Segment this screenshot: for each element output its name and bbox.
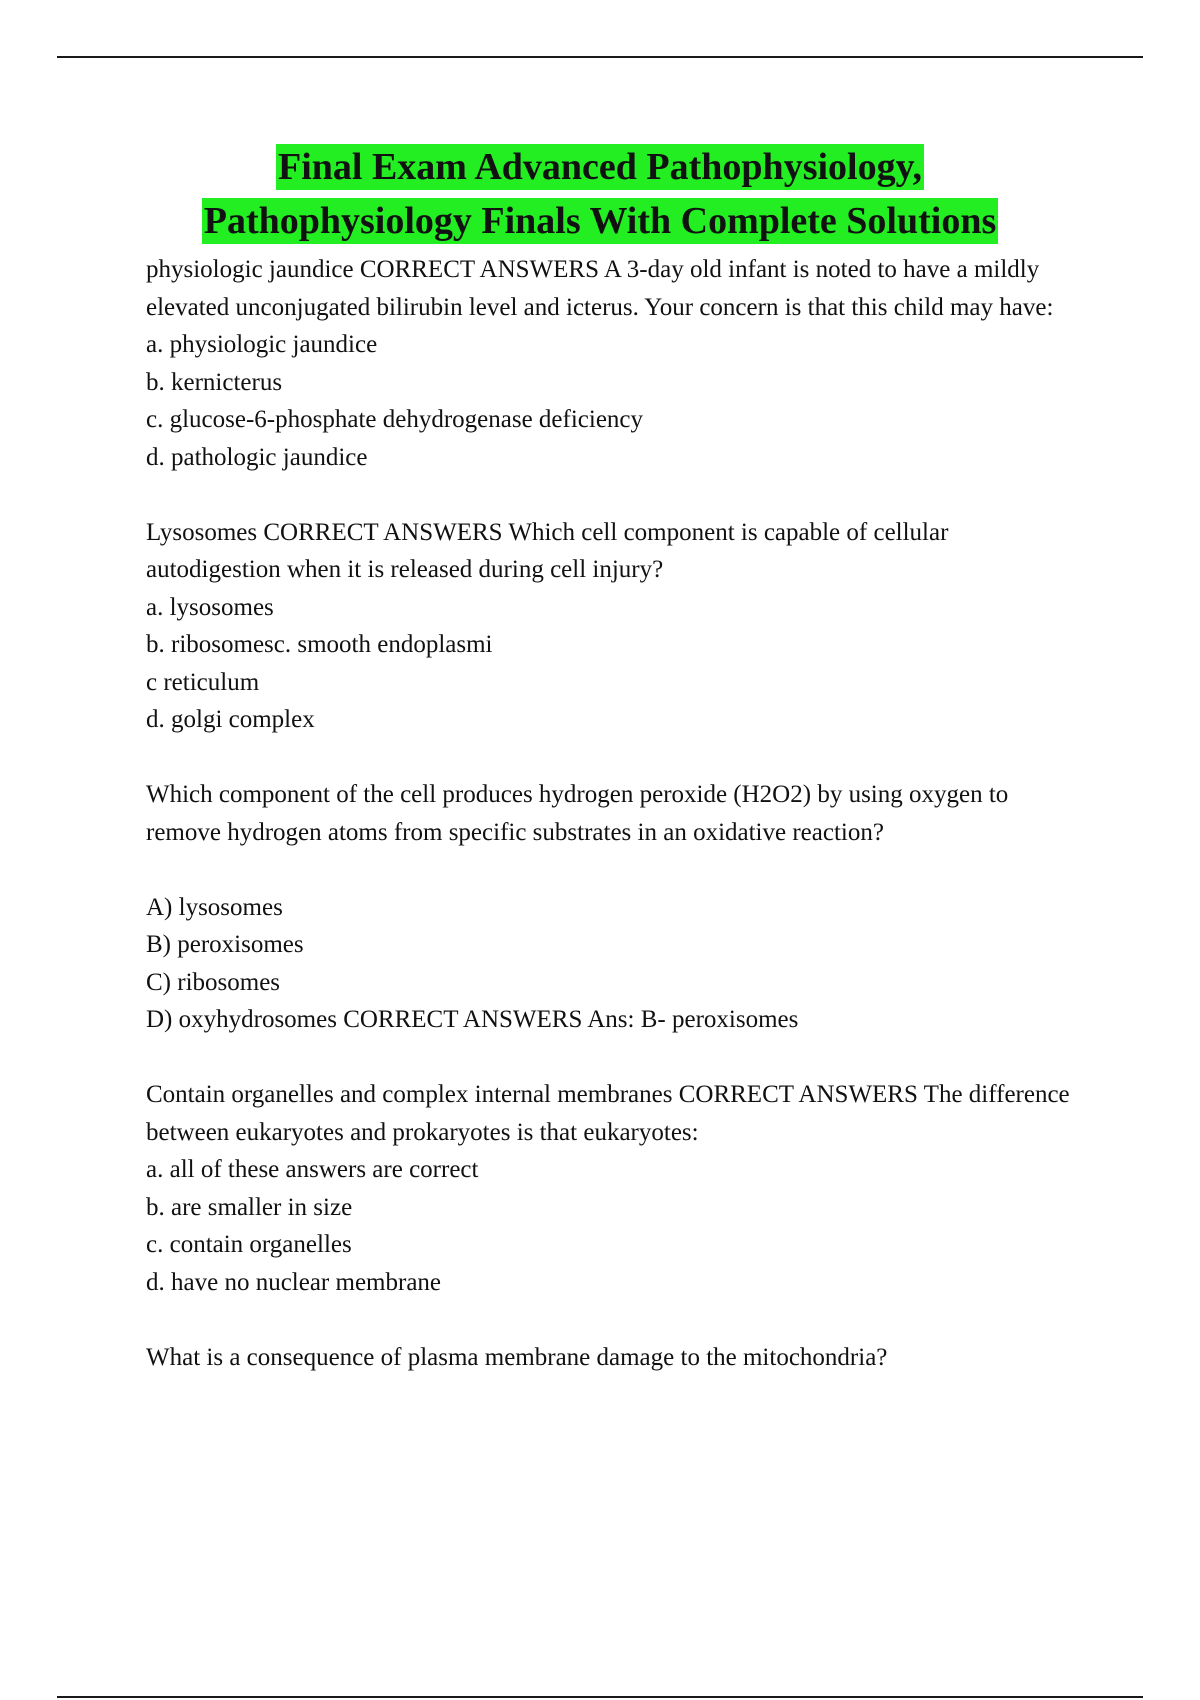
question-stem: Which component of the cell produces hydrogen peroxide (H2O2) by using oxygen to remove hydrogen atoms from specific substrates in an oxidative reaction? (146, 781, 1009, 846)
question-3 (146, 776, 1086, 1039)
answer-option: d. have no nuclear membrane (146, 1268, 442, 1296)
answer-option: a. lysosomes (146, 593, 274, 621)
answer-option: d. golgi complex (146, 706, 315, 733)
answer-option: b. are smaller in size (146, 1193, 353, 1221)
bottom-rule (57, 1696, 1143, 1698)
answer-option: A) lysosomes (146, 893, 283, 921)
question-4 (146, 1076, 1086, 1301)
answer-option: c reticulum (146, 668, 260, 696)
question-stem: physiologic jaundice CORRECT ANSWERS A 3-day old infant is noted to have a mildly elevated unconjugated bilirubin level and icterus. Your concern is that this child may have: (146, 256, 1054, 321)
document-title (57, 140, 1143, 248)
top-rule (57, 56, 1143, 58)
document-body (146, 251, 1086, 1376)
answer-option: D) oxyhydrosomes CORRECT ANSWERS Ans: B- peroxisomes (146, 1006, 799, 1033)
question-stem: Contain organelles and complex internal membranes CORRECT ANSWERS The difference between eukaryotes and prokaryotes is that eukaryotes: (146, 1081, 1070, 1146)
answer-option: d. pathologic jaundice (146, 443, 368, 471)
answer-option: b. kernicterus (146, 368, 283, 396)
answer-option: b. ribosomesc. smooth endoplasmi (146, 631, 493, 658)
answer-option: c. contain organelles (146, 1231, 352, 1258)
answer-option: a. physiologic jaundice (146, 331, 378, 358)
question-stem: What is a consequence of plasma membrane damage to the mitochondria? (146, 1343, 888, 1371)
question-5 (146, 1339, 1086, 1377)
title-line-1: Final Exam Advanced Pathophysiology, (277, 146, 922, 188)
title-line-2: Pathophysiology Finals With Complete Solutions (203, 200, 997, 242)
answer-option: C) ribosomes (146, 968, 281, 996)
blank-line (146, 851, 1086, 889)
question-1 (146, 251, 1086, 476)
answer-option: B) peroxisomes (146, 931, 304, 958)
question-stem: Lysosomes CORRECT ANSWERS Which cell component is capable of cellular autodigestion when it is released during cell injury? (146, 518, 949, 583)
answer-option: c. glucose-6-phosphate dehydrogenase deficiency (146, 406, 644, 433)
answer-option: a. all of these answers are correct (146, 1156, 479, 1183)
question-2 (146, 514, 1086, 739)
